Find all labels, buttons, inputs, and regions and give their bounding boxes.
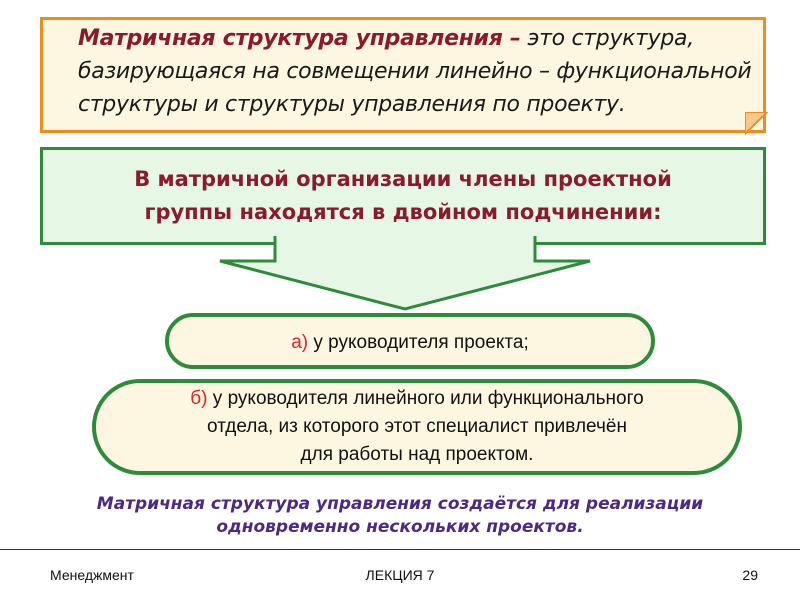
heading-line-2: группы находятся в двойном подчинении: (144, 200, 662, 224)
note-line-1: Матричная структура управления создаётся для реализации (96, 494, 704, 514)
definition-body: это структура, базирующаяся на совмещении линейно – функциональной структуры и структуры управления по проекту. (78, 26, 752, 117)
heading-line-1: В матричной организации члены проектной (134, 167, 672, 191)
item-a-marker: а) (291, 332, 309, 353)
footer-divider (0, 549, 800, 550)
item-a-label: у руководителя проекта; (308, 332, 529, 353)
definition-term: Матричная структура управления – (78, 26, 521, 51)
heading-text (40, 163, 766, 229)
down-arrow-shape (215, 236, 595, 312)
definition-text (78, 22, 768, 121)
note-line-2: одновременно нескольких проектов. (216, 517, 584, 537)
bottom-note (40, 493, 760, 539)
footer-course: Менеджмент (50, 567, 134, 583)
item-b-line-1: у руководителя линейного или функционального (207, 388, 644, 409)
item-b-text (110, 385, 724, 469)
item-a-text (165, 329, 655, 357)
item-b-marker: б) (190, 388, 208, 409)
footer-lecture: ЛЕКЦИЯ 7 (365, 567, 435, 583)
item-b-line-3: для работы над проектом. (300, 444, 534, 465)
page-number: 29 (742, 567, 758, 583)
item-b-line-2: отдела, из которого этот специалист привлечён (207, 416, 627, 437)
